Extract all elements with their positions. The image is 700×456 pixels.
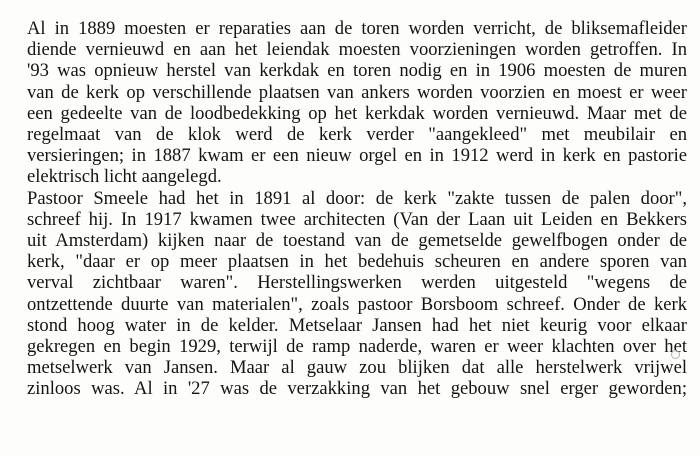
text-line: verval zichtbaar waren". Herstellingswerken werden uitgesteld "wegens de [27, 272, 687, 294]
text-line: zinloos was. Al in '27 was de verzakking van het gebouw snel erger geworden; [27, 378, 687, 400]
paragraph-1 [27, 18, 687, 188]
text-line: diende vernieuwd en aan het leiendak moesten voorzieningen worden getroffen. In [27, 39, 687, 61]
text-line: metselwerk van Jansen. Maar al gauw zou blijken dat alle herstelwerk vrijwel [27, 357, 687, 379]
text-line: Pastoor Smeele had het in 1891 al door: de kerk "zakte tussen de palen door", [27, 187, 687, 209]
text-line: stond hoog water in de kelder. Metselaar Jansen had het niet keurig voor elkaar [27, 314, 687, 336]
text-line: Al in 1889 moesten er reparaties aan de toren worden verricht, de bliksemafleider [27, 18, 687, 39]
text-line: gekregen en begin 1929, terwijl de ramp naderde, waren er weer klachten over het [27, 336, 687, 358]
paragraph-2 [27, 188, 687, 400]
text-line: regelmaat van de klok werd de kerk verder "aangekleed" met meubilair en [27, 124, 687, 146]
text-line: versieringen; in 1887 kwam er een nieuw orgel en in 1912 werd in kerk en pastorie [27, 145, 687, 167]
text-line: '93 was opnieuw herstel van kerkdak en toren nodig en in 1906 moesten de muren [27, 60, 687, 82]
text-line: elektrisch licht aangelegd. [27, 166, 222, 188]
text-line: van de kerk op verschillende plaatsen van ankers worden voorzien en moest er weer [27, 81, 687, 103]
text-line: uit Amsterdam) kijken naar de toestand van de gemetselde gewelfbogen onder de [27, 230, 687, 252]
text-line: kerk, "daar er op meer plaatsen in het bedehuis scheuren en andere sporen van [27, 251, 687, 273]
text-line: een gedeelte van de loodbedekking op het kerkdak worden vernieuwd. Maar met de [27, 102, 687, 124]
text-line: ontzettende duurte van materialen", zoals pastoor Borsboom schreef. Onder de kerk [27, 293, 687, 315]
scan-speck-mark [671, 350, 680, 359]
text-line: schreef hij. In 1917 kwamen twee architecten (Van der Laan uit Leiden en Bekkers [27, 208, 687, 230]
document-text [27, 18, 687, 400]
